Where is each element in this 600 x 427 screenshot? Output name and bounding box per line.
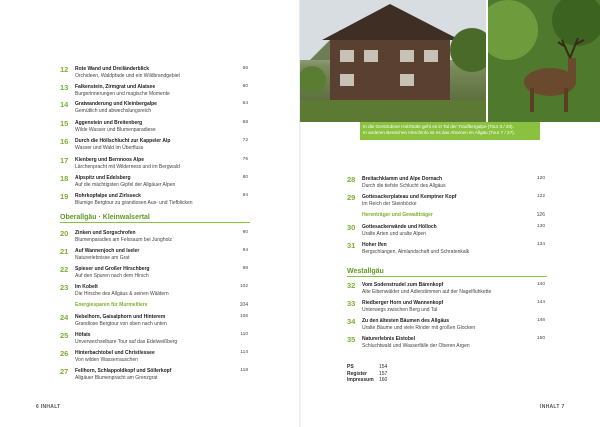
extras-label: Register (347, 370, 368, 377)
entry-page: 84 (242, 193, 248, 198)
entry-title: Kienberg und Bernnoos Alpe (75, 157, 144, 163)
entry-title: Zu den ältesten Bäumen des Allgäus (362, 318, 450, 324)
entry-title: Durch die Höllschlucht zur Kappeler Alp (75, 138, 171, 144)
entry-page: 110 (240, 332, 248, 337)
entry-number: 23 (60, 283, 69, 292)
entry-title: Gottesackerwände und Hölloch (362, 224, 437, 230)
entry-number: 22 (60, 265, 69, 274)
entry-title: Gratwanderung und Kleinbergalpe (75, 101, 157, 107)
entry-subtitle: Alte Eibenwälder und Adlerstimmen auf der Nagelfluhkette (362, 289, 492, 295)
extras-page: 157 (379, 370, 388, 377)
entry-title: Breitachklamm und Alpe Dornach (362, 176, 443, 182)
entry-page: 72 (242, 138, 248, 143)
photo-caption (360, 122, 540, 140)
entry-title: Riedberger Horn und Wannenkopf (362, 300, 444, 306)
entry-subtitle: Orchideen, Waldpfade und ein Wildbrandgebiet (75, 73, 180, 79)
entry-title: Alpspitz und Edelsberg (75, 175, 131, 181)
entry-subtitle: Bergschlangen, Almlandschaft und Schratenkalk (362, 249, 470, 255)
extras-label: PS (347, 364, 354, 370)
entry-page: 56 (242, 66, 248, 71)
special-topic-murmeltiere[interactable] (75, 302, 250, 308)
entry-subtitle: Lärchenpracht mit Wilderness und im Bergwald (75, 164, 180, 170)
photo-deer (488, 0, 600, 122)
footer-right-folio: INHALT 7 (540, 404, 565, 410)
entry-page: 130 (536, 224, 545, 229)
caption-line-2: In anderen Bereichen Hirschinfo ist es das Ahornen im Allgäu (Tour 7 / 27). (363, 130, 515, 135)
entry-title: Aggenstein und Breitenberg (75, 120, 143, 126)
entry-subtitle: Wasser und Wald im Überfluss (75, 145, 144, 151)
special-topic-label: Herenträger und Gewaltträger (362, 212, 433, 218)
entry-title: Auf Wannenjoch und Iseler (75, 248, 140, 254)
entry-page: 114 (240, 350, 248, 355)
entry-title: Gottesackerplateau und Kemptner Kopf (362, 194, 457, 200)
entry-subtitle: Unverwechselbare Tour auf das Edelweißberg (75, 339, 178, 345)
entry-subtitle: Grandiose Bergtour von oben nach unten (75, 321, 167, 327)
entry-page: 122 (536, 194, 545, 199)
footer-left-folio: 6 INHALT (36, 404, 61, 410)
entry-page: 68 (242, 120, 248, 125)
section-heading-oberallgaeu: Oberallgäu · Kleinwalsertal (60, 214, 250, 223)
entry-subtitle: Gemütlich und abwechslungsreich (75, 108, 152, 114)
special-topic-herentraeger[interactable] (362, 212, 547, 218)
special-topic-page: 104 (239, 302, 248, 308)
entry-number: 26 (60, 349, 69, 358)
entry-number: 33 (347, 299, 356, 308)
entry-number: 28 (347, 175, 356, 184)
entry-subtitle: Von wilden Wasserrauschen (75, 357, 138, 363)
entry-title: Naturerlebnis Eistobel (362, 336, 416, 342)
entry-number: 18 (60, 174, 69, 183)
entry-number: 32 (347, 281, 356, 290)
entry-title: Hoher Ifen (362, 242, 387, 248)
entry-title: Spieser und Großer Hirschberg (75, 266, 150, 272)
entry-page: 146 (536, 318, 545, 323)
special-topic-page: 126 (536, 212, 545, 218)
entry-page: 134 (536, 242, 545, 247)
extras-page: 160 (379, 377, 388, 383)
entry-title: Fellhorn, Schlappoldkopf und Söllerkopf (75, 368, 172, 374)
entry-page: 120 (536, 176, 545, 181)
entry-subtitle: Blumenparadies am Felssaum bei Jungholz (75, 237, 172, 243)
entry-subtitle: Blumige Bergtour zu grandiosen Aus- und Tiefblicken (75, 200, 193, 206)
entry-subtitle: Wilde Wasser und Blumenparadiese (75, 127, 156, 133)
entry-title: Falkenstein, Zirmgrat und Alatsee (75, 84, 156, 90)
entry-subtitle: Durch die tiefste Schlucht des Allgäus (362, 183, 446, 189)
entry-subtitle: Schluchtwald und Wasserfälle der Oberen Argen (362, 343, 470, 349)
entry-page: 76 (242, 157, 248, 162)
entry-subtitle: Uralte Bäume und viele Rinder mit großen Glocken (362, 325, 476, 331)
entry-page: 118 (240, 368, 248, 373)
entry-subtitle: Im Reich der Steinböcke (362, 201, 417, 207)
entry-page: 60 (242, 84, 248, 89)
index-extras (347, 364, 388, 384)
entry-number: 14 (60, 100, 69, 109)
entry-title: Zinken und Sorgschrofen (75, 230, 136, 236)
entry-page: 144 (536, 300, 545, 305)
entry-number: 12 (60, 65, 69, 74)
entry-subtitle: Burgerinnerungen und magische Momente (75, 91, 170, 97)
photo-mountain-hut (300, 0, 486, 122)
entry-number: 21 (60, 247, 69, 256)
entry-subtitle: Auf den Spuren nach dem Hirsch (75, 273, 149, 279)
entry-number: 34 (347, 317, 356, 326)
entry-number: 15 (60, 119, 69, 128)
entry-subtitle: Naturerlebnisse am Grat (75, 255, 130, 261)
entry-title: Im Kobelt (75, 284, 98, 290)
entry-page: 106 (239, 314, 248, 319)
entry-page: 102 (239, 284, 248, 289)
entry-title: Höfats (75, 332, 91, 338)
entry-title: Hinterbachtobel und Christlessee (75, 350, 155, 356)
entry-page: 140 (536, 282, 545, 287)
entry-number: 31 (347, 241, 356, 250)
entry-page: 150 (536, 336, 545, 341)
special-topic-label: Energiesparen für Murmeltiere (75, 302, 148, 308)
entry-subtitle: Uralte Arten und uralte Alpen (362, 231, 426, 237)
entry-page: 80 (242, 175, 248, 180)
extras-label: Impressum (347, 377, 374, 383)
entry-title: Rote Wand und Dreiländerblick (75, 66, 149, 72)
entry-subtitle: Auf die mächtigsten Gipfel der Allgäuer Alpen (75, 182, 176, 188)
entry-number: 20 (60, 229, 69, 238)
entry-number: 19 (60, 192, 69, 201)
entry-title: Rohrkopfalpe und Zirlsseck (75, 193, 141, 199)
entry-number: 27 (60, 367, 69, 376)
entry-title: Vom Sodenstrudel zum Bärenkopf (362, 282, 444, 288)
extras-row[interactable] (347, 377, 388, 384)
entry-title: Nebelhorn, Gaisalphorn und Hinterem (75, 314, 166, 320)
entry-number: 29 (347, 193, 356, 202)
section-heading-westallgaeu: Westallgäu (347, 268, 547, 277)
entry-page: 64 (242, 101, 248, 106)
entry-subtitle: Unterwegs zwischen Berg und Tal (362, 307, 438, 313)
entry-number: 30 (347, 223, 356, 232)
entry-page: 90 (242, 230, 248, 235)
entry-number: 16 (60, 137, 69, 146)
entry-number: 17 (60, 156, 69, 165)
entry-page: 98 (242, 266, 248, 271)
entry-subtitle: Die Hirsche des Allgäus & seinen Wäldern (75, 291, 169, 297)
entry-number: 24 (60, 313, 69, 322)
entry-page: 94 (242, 248, 248, 253)
entry-number: 25 (60, 331, 69, 340)
entry-subtitle: Allgäuer Blumenpracht am Grenzgrat (75, 375, 158, 381)
caption-line-1: In die Gerstrubner Holzhütte geht es in Tal der Traufbergalpe (Tour 3 / 20). (363, 124, 514, 129)
entry-number: 35 (347, 335, 356, 344)
entry-number: 13 (60, 83, 69, 92)
extras-page: 154 (379, 364, 388, 370)
